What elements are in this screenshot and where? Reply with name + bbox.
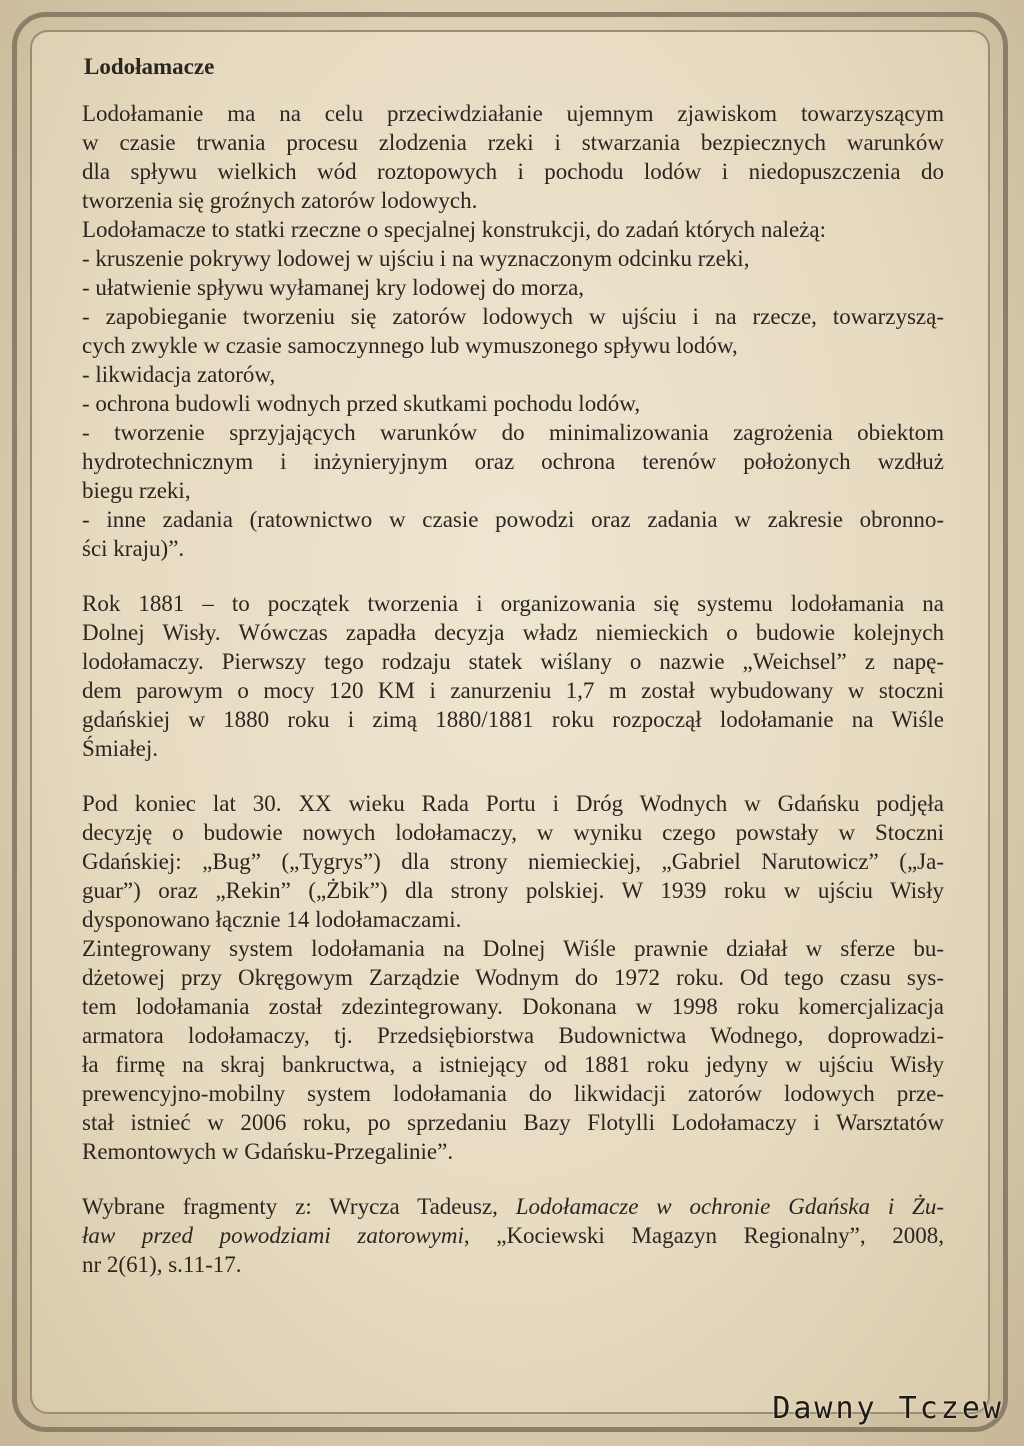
text-line: lodołamaczy. Pierwszy tego rodzaju statek wiślany o nazwie „Weichsel” z napę- [82, 649, 944, 674]
text-line: Pod koniec lat 30. XX wieku Rada Portu i Dróg Wodnych w Gdańsku podjęła [82, 791, 944, 816]
paragraph-integrated-system [82, 934, 944, 1166]
text-line: dem parowym o mocy 120 KM i zanurzeniu 1,7 m został wybudowany w stoczni [82, 678, 944, 703]
reference-prefix: Wybrane fragmenty z: Wrycza Tadeusz, [82, 1194, 516, 1219]
list-item: - ochrona budowli wodnych przed skutkami pochodu lodów, [82, 391, 641, 416]
text-line: armatora lodołamaczy, tj. Przedsiębiorstwa Budownictwa Wodnego, doprowadzi- [82, 1023, 944, 1048]
page-title: Lodołamacze [84, 54, 215, 79]
text-line: stał istnieć w 2006 roku, po sprzedaniu Bazy Flotylli Lodołamaczy i Warsztatów [82, 1110, 944, 1135]
reference-line: nr 2(61), s.11-17. [82, 1252, 242, 1277]
paragraph-tasks [82, 215, 944, 563]
watermark: Dawny Tczew [772, 1391, 1004, 1426]
reference-title-part2: ław przed powodziami zatorowymi [82, 1223, 464, 1248]
text-line: Zintegrowany system lodołamania na Dolnej Wiśle prawnie działał w sferze bu- [82, 936, 944, 961]
text-line: w czasie trwania procesu zlodzenia rzeki i stwarzania bezpiecznych warunków [82, 130, 944, 155]
list-item-continued: hydrotechnicznym i inżynieryjnym oraz ochrona terenów położonych wzdłuż [82, 449, 944, 474]
paragraph-intro [82, 99, 944, 215]
text-line: tem lodołamania został zdezintegrowany. Dokonana w 1998 roku komercjalizacja [82, 994, 944, 1019]
list-item: - tworzenie sprzyjających warunków do minimalizowania zagrożenia obiektom [82, 420, 944, 445]
source-reference [82, 1192, 944, 1279]
paragraph-history-1881 [82, 589, 944, 763]
text-line: gdańskiej w 1880 roku i zimą 1880/1881 roku rozpoczął lodołamanie na Wiśle [82, 707, 944, 732]
text-line: Lodołamanie ma na celu przeciwdziałanie ujemnym zjawiskom towarzyszącym [82, 101, 944, 126]
list-item-continued: biegu rzeki, [82, 478, 191, 503]
text-line: Lodołamacze to statki rzeczne o specjalnej konstrukcji, do zadań których należą: [82, 217, 826, 242]
list-item: - inne zadania (ratownictwo w czasie powodzi oraz zadania w zakresie obronno- [82, 507, 944, 532]
text-line: tworzenia się groźnych zatorów lodowych. [82, 188, 478, 213]
paragraph-gap [82, 563, 944, 589]
text-line: dysponowano łącznie 14 lodołamaczami. [82, 907, 462, 932]
text-line: Remontowych w Gdańsku-Przegalinie”. [82, 1139, 454, 1164]
list-item-continued: cych zwykle w czasie samoczynnego lub wymuszonego spływu lodów, [82, 333, 738, 358]
text-line: prewencyjno-mobilny system lodołamania do likwidacji zatorów lodowych prze- [82, 1081, 944, 1106]
reference-line [82, 1221, 944, 1250]
list-item: - ułatwienie spływu wyłamanej kry lodowej do morza, [82, 275, 585, 300]
text-line: decyzję o budowie nowych lodołamaczy, w wyniku czego powstały w Stoczni [82, 820, 944, 845]
text-line: dla spływu wielkich wód roztopowych i pochodu lodów i niedopuszczenia do [82, 159, 944, 184]
paragraph-1930s [82, 789, 944, 934]
text-line: dżetowej przy Okręgowym Zarządzie Wodnym do 1972 roku. Od tego czasu sys- [82, 965, 944, 990]
text-line: ła firmę na skraj bankructwa, a istniejący od 1881 roku jedyny w ujściu Wisły [82, 1052, 944, 1077]
text-line: Dolnej Wisły. Wówczas zapadła decyzja władz niemieckich o budowie kolejnych [82, 620, 944, 645]
text-line: Śmiałej. [82, 736, 159, 761]
reference-line [82, 1192, 944, 1221]
text-line: Gdańskiej: „Bug” („Tygrys”) dla strony niemieckiej, „Gabriel Narutowicz” („Ja- [82, 849, 944, 874]
list-item: - likwidacja zatorów, [82, 362, 276, 387]
reference-title-part1: Lodołamacze w ochronie Gdańska i Żu- [515, 1194, 945, 1219]
list-item-continued: ści kraju)”. [82, 536, 185, 561]
text-line: guar”) oraz „Rekin” („Żbik”) dla strony polskiej. W 1939 roku w ujściu Wisły [82, 878, 944, 903]
reference-journal: , „Kociewski Magazyn Regionalny”, 2008, [463, 1223, 944, 1248]
list-item: - zapobieganie tworzeniu się zatorów lodowych w ujściu i na rzecze, towarzyszą- [82, 304, 944, 329]
list-item: - kruszenie pokrywy lodowej w ujściu i na wyznaczonym odcinku rzeki, [82, 246, 750, 271]
text-line: Rok 1881 – to początek tworzenia i organizowania się systemu lodołamania na [82, 591, 944, 616]
paragraph-gap [82, 1166, 944, 1192]
paragraph-gap [82, 763, 944, 789]
panel-text [82, 52, 944, 1279]
